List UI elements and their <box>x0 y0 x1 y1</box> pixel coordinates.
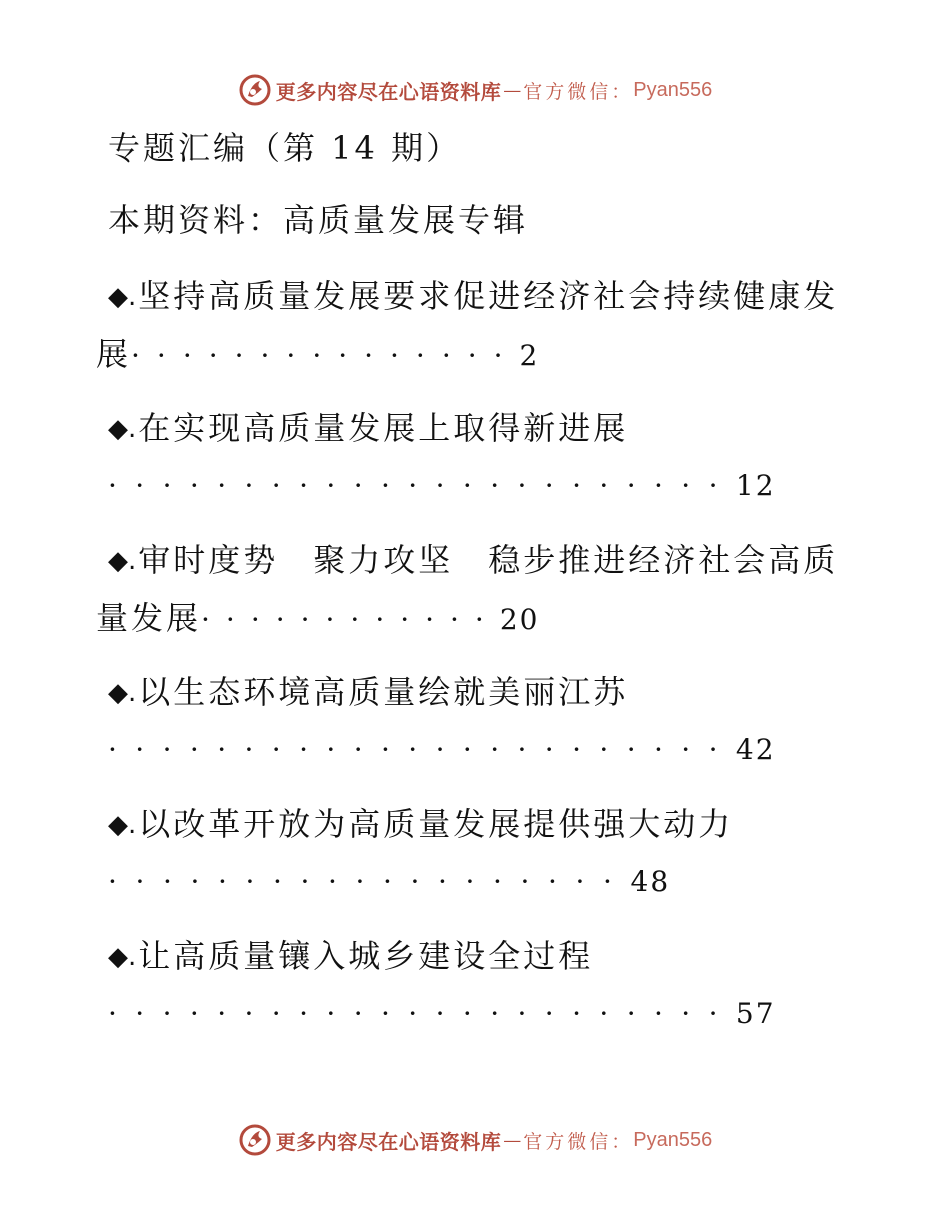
banner-label: 官方微信： <box>523 1130 634 1153</box>
banner-separator: — <box>503 1129 522 1151</box>
toc-page-number: 42 <box>735 733 776 766</box>
banner-label: 官方微信： <box>523 80 634 103</box>
toc-entry-leader: ·······················12 <box>108 469 776 502</box>
footer-banner <box>0 1120 950 1160</box>
toc-page-number: 12 <box>735 469 776 502</box>
toc-page-number: 57 <box>735 997 776 1030</box>
flame-circle-icon <box>238 1123 272 1157</box>
toc-page-number: 2 <box>519 339 540 372</box>
diamond-bullet: ◆. <box>108 414 137 444</box>
flame-circle-icon <box>238 73 272 107</box>
banner-text: 更多内容尽在心语资料库 <box>275 79 502 104</box>
toc-entry-leader: ·······················57 <box>108 997 776 1030</box>
toc-entry-leader: ···················48 <box>108 865 671 898</box>
diamond-bullet: ◆. <box>108 546 137 576</box>
diamond-bullet: ◆. <box>108 942 137 972</box>
toc-entry-title: ◆.让高质量镶入城乡建设全过程 <box>108 937 594 975</box>
toc-page-number: 48 <box>630 865 671 898</box>
toc-page-number: 20 <box>499 603 540 636</box>
page-subtitle: 本期资料：高质量发展专辑 <box>108 201 529 239</box>
diamond-bullet: ◆. <box>108 810 137 840</box>
banner-wechat-id: Pyan556 <box>633 78 713 101</box>
toc-entry-leader: ·······················42 <box>108 733 776 766</box>
header-banner <box>0 70 950 110</box>
toc-entry-title: ◆.以生态环境高质量绘就美丽江苏 <box>108 673 629 711</box>
toc-entry-title: ◆.在实现高质量发展上取得新进展 <box>108 409 629 447</box>
toc-entry-title: ◆.坚持高质量发展要求促进经济社会持续健康发 <box>108 277 839 315</box>
banner-text: 更多内容尽在心语资料库 <box>275 1129 502 1154</box>
toc-entry-title: ◆.以改革开放为高质量发展提供强大动力 <box>108 805 734 843</box>
page-title: 专题汇编（第 14 期） <box>108 129 462 167</box>
banner-wechat-id: Pyan556 <box>633 1128 713 1151</box>
toc-entry-leader: 展···············2 <box>96 335 540 373</box>
toc-entry-leader: 量发展············20 <box>96 599 540 637</box>
diamond-bullet: ◆. <box>108 678 137 708</box>
toc-entry-title: ◆.审时度势 聚力攻坚 稳步推进经济社会高质 <box>108 541 839 579</box>
diamond-bullet: ◆. <box>108 282 137 312</box>
banner-separator: — <box>503 79 522 101</box>
